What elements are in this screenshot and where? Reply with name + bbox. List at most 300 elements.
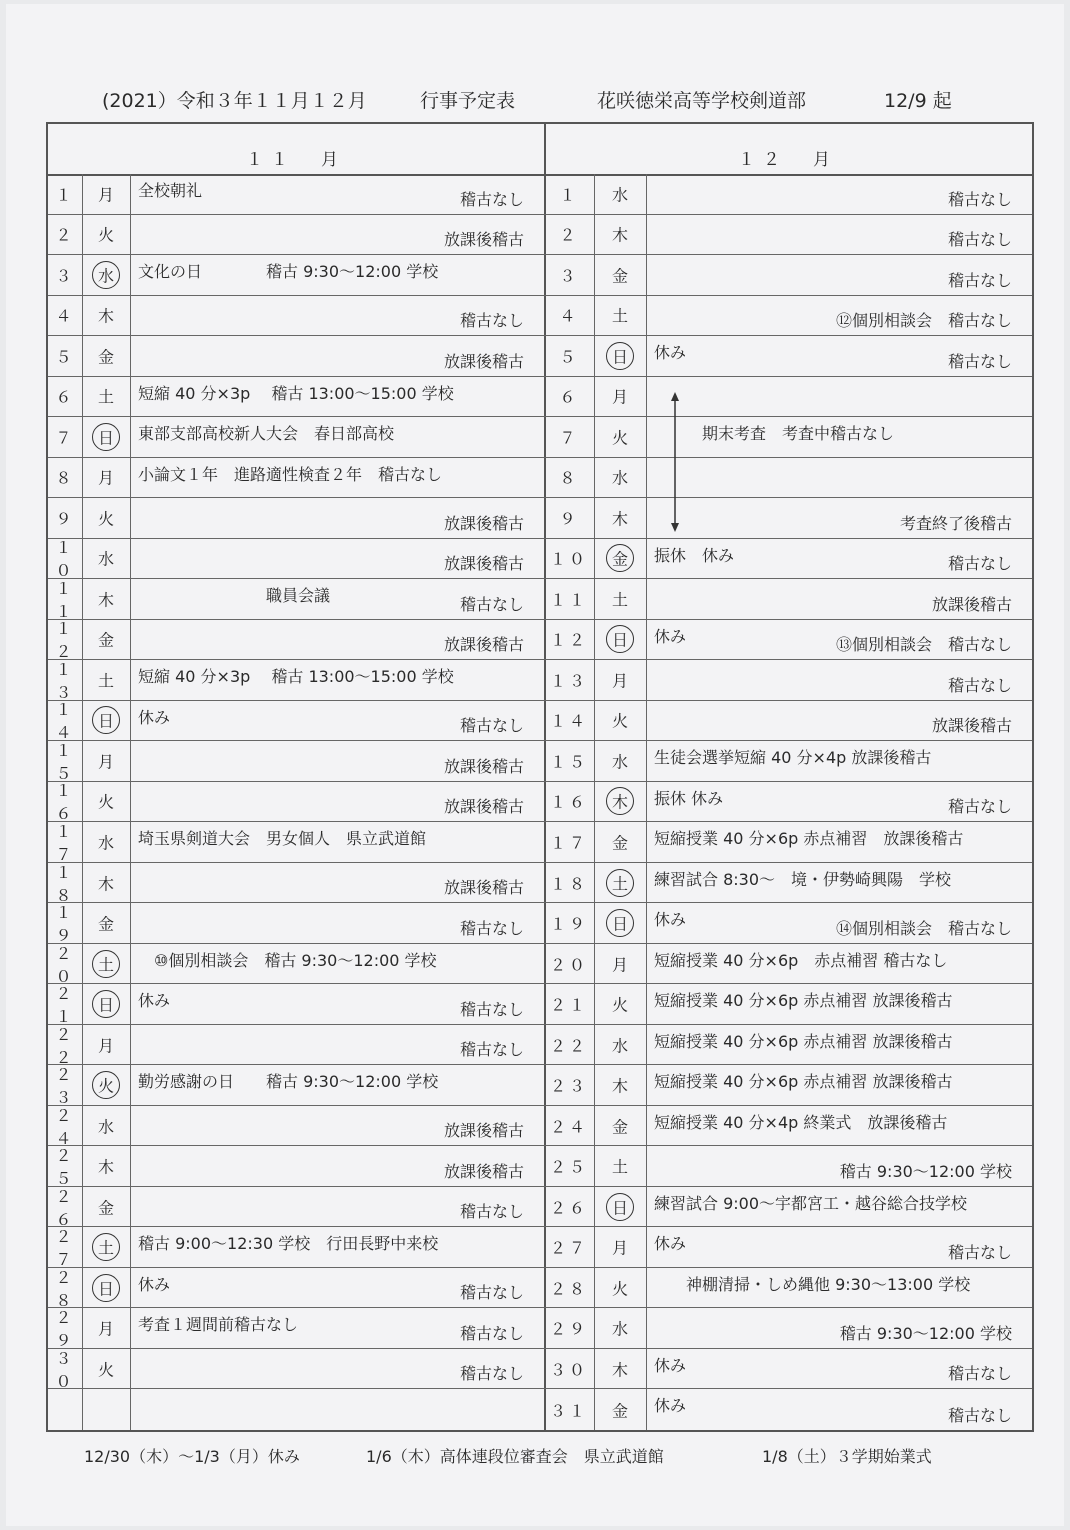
day-cell (544, 1308, 595, 1348)
event-text: 振休 休み (654, 788, 724, 808)
weekday-cell (82, 782, 131, 822)
practice-status: ⑭個別相談会 稽古なし (835, 918, 1012, 938)
day-number: ２３ (549, 1076, 588, 1096)
day-number: １ (559, 185, 579, 205)
weekday-cell (594, 660, 647, 700)
december-row (544, 782, 1032, 823)
weekday-cell (594, 1227, 647, 1267)
event-cell (130, 620, 544, 660)
november-row (48, 336, 544, 377)
practice-status: 稽古なし (947, 270, 1012, 290)
day-number: ２５ (549, 1157, 588, 1177)
weekday-label: 水 (611, 1319, 628, 1339)
weekday-cell (82, 1268, 131, 1308)
practice-status: 稽古なし (459, 311, 524, 331)
day-number: ２２ (549, 1036, 588, 1056)
event-text: 期末考査 考査中稽古なし (654, 424, 895, 444)
day-cell (48, 377, 83, 417)
weekday-label: 金 (611, 1117, 628, 1137)
day-cell (48, 255, 83, 295)
day-number: １０ (549, 549, 588, 569)
day-cell (544, 741, 595, 781)
event-cell (130, 1146, 544, 1186)
day-cell (48, 822, 83, 862)
november-row (48, 944, 544, 985)
weekday-label: 水 (97, 833, 114, 853)
weekday-label: 月 (97, 1036, 114, 1056)
day-cell (544, 1268, 595, 1308)
event-text: 休み (654, 1355, 687, 1375)
weekday-cell (594, 539, 647, 579)
event-text: 休み (654, 1234, 687, 1254)
weekday-cell (82, 1349, 131, 1389)
weekday-label: 月 (611, 955, 628, 975)
weekday-label: 木 (97, 1157, 114, 1177)
day-cell (544, 782, 595, 822)
event-cell (130, 174, 544, 214)
weekday-label: 月 (97, 468, 114, 488)
weekday-cell (594, 215, 647, 255)
weekday-cell (82, 579, 131, 619)
footer-note-exam: 1/6（木）高体連段位審査会 県立武道館 (366, 1447, 664, 1466)
weekday-label: 水 (97, 1117, 114, 1137)
event-cell (130, 336, 544, 376)
day-cell (544, 1025, 595, 1065)
exam-period-arrow-icon (670, 392, 680, 532)
day-cell (544, 296, 595, 336)
day-number: １６ (55, 781, 75, 824)
weekday-cell (82, 417, 131, 457)
december-row (544, 296, 1032, 337)
day-number: ２４ (55, 1105, 75, 1148)
practice-status: ⑬個別相談会 稽古なし (835, 635, 1012, 655)
event-cell (130, 701, 544, 741)
weekday-cell (82, 944, 131, 984)
day-cell (48, 701, 83, 741)
december-row (544, 336, 1032, 377)
day-cell (48, 579, 83, 619)
weekday-label: 金 (97, 347, 114, 367)
november-row (48, 1106, 544, 1147)
day-number: １９ (549, 914, 588, 934)
event-cell (130, 741, 544, 781)
event-text: 埼玉県剣道大会 男女個人 県立武道館 (138, 829, 427, 849)
weekday-cell (82, 336, 131, 376)
day-cell (48, 1268, 83, 1308)
event-cell (646, 1268, 1032, 1308)
event-text: 休み (654, 1396, 687, 1416)
day-number: １１ (55, 578, 75, 621)
weekday-label: 木 (611, 1360, 628, 1380)
header-year: (2021）令和３年１１月１２月 (102, 90, 367, 112)
day-number: １４ (549, 711, 588, 731)
weekday-label: 月 (611, 387, 628, 407)
november-row (48, 174, 544, 215)
day-cell (48, 660, 83, 700)
day-number: ２１ (55, 984, 75, 1027)
weekday-cell (594, 903, 647, 943)
weekday-label: 木 (611, 225, 628, 245)
day-cell (544, 863, 595, 903)
event-cell (130, 215, 544, 255)
event-cell (646, 174, 1032, 214)
december-row (544, 417, 1032, 458)
event-cell (130, 498, 544, 538)
day-number: ８ (55, 468, 75, 488)
event-text: 練習試合 9:00～宇都宮工・越谷総合技学校 (654, 1193, 968, 1213)
event-cell (130, 1389, 544, 1430)
day-cell (544, 903, 595, 943)
weekday-cell (594, 1268, 647, 1308)
day-cell (544, 1227, 595, 1267)
practice-status: 稽古なし (459, 918, 524, 938)
november-column (48, 124, 546, 1430)
weekday-label: 木 (611, 509, 628, 529)
november-row (48, 539, 544, 580)
day-number: １８ (549, 874, 588, 894)
header-school: 花咲徳栄高等学校剣道部 (597, 90, 807, 112)
practice-status: 放課後稽古 (443, 756, 524, 776)
day-number: ５ (559, 347, 579, 367)
december-row (544, 1389, 1032, 1430)
weekday-cell (594, 458, 647, 498)
november-label: １１ 月 (246, 150, 346, 170)
event-cell (130, 1349, 544, 1389)
weekday-cell (594, 984, 647, 1024)
event-cell (130, 579, 544, 619)
december-column (544, 124, 1032, 1430)
day-cell (544, 944, 595, 984)
day-cell (48, 984, 83, 1027)
event-cell (130, 1268, 544, 1308)
day-cell (48, 1146, 83, 1189)
weekday-cell (82, 863, 131, 903)
event-cell (130, 539, 544, 579)
event-cell (646, 1106, 1032, 1146)
december-row (544, 620, 1032, 661)
november-row (48, 782, 544, 823)
weekday-label: 火 (97, 1360, 114, 1380)
practice-status: 稽古なし (459, 1283, 524, 1303)
weekday-label: 木 (97, 874, 114, 894)
event-text: 考査１週間前稽古なし (138, 1315, 299, 1335)
weekday-cell (82, 498, 131, 538)
day-cell (48, 417, 83, 457)
document-header (0, 86, 1070, 116)
december-row (544, 458, 1032, 499)
event-cell (130, 377, 544, 417)
weekday-cell (594, 255, 647, 295)
event-text: 文化の日 稽古 9:30～12:00 学校 (138, 262, 439, 282)
weekday-label: 火 (611, 1279, 628, 1299)
weekday-label: 日 (611, 630, 628, 650)
practice-status: 放課後稽古 (931, 594, 1012, 614)
event-cell (130, 458, 544, 498)
december-row (544, 903, 1032, 944)
day-number: ２０ (549, 955, 588, 975)
day-cell (544, 1065, 595, 1105)
weekday-label: 火 (611, 428, 628, 448)
weekday-label: 金 (611, 833, 628, 853)
weekday-cell (594, 498, 647, 538)
day-number: ２９ (549, 1319, 588, 1339)
day-cell (544, 174, 595, 214)
event-text: 短縮授業 40 分×6p 赤点補習 放課後稽古 (654, 1031, 953, 1051)
weekday-cell (594, 620, 647, 660)
weekday-cell (594, 701, 647, 741)
event-text: 短縮授業 40 分×6p 赤点補習 放課後稽古 (654, 991, 953, 1011)
event-cell (130, 660, 544, 700)
day-number: １２ (549, 630, 588, 650)
day-cell (48, 215, 83, 255)
weekday-label: 月 (97, 752, 114, 772)
day-cell (544, 620, 595, 660)
day-number: ９ (559, 509, 579, 529)
day-number: ８ (559, 468, 579, 488)
weekday-label: 月 (611, 671, 628, 691)
weekday-cell (594, 579, 647, 619)
event-text: 短縮 40 分×3p 稽古 13:00～15:00 学校 (138, 383, 454, 403)
event-cell (646, 782, 1032, 822)
day-number: ２６ (549, 1198, 588, 1218)
november-row (48, 1308, 544, 1349)
december-row (544, 984, 1032, 1025)
day-number: ２９ (55, 1308, 75, 1351)
event-cell (646, 1389, 1032, 1430)
day-cell (48, 1227, 83, 1270)
day-number: ４ (55, 306, 75, 326)
practice-status: 稽古なし (947, 554, 1012, 574)
practice-status: 稽古なし (947, 1405, 1012, 1425)
weekday-cell (594, 174, 647, 214)
weekday-cell (594, 782, 647, 822)
day-cell (48, 1187, 83, 1227)
weekday-label: 日 (611, 914, 628, 934)
day-number: １０ (55, 538, 75, 581)
day-number: ２５ (55, 1146, 75, 1189)
december-row (544, 498, 1032, 539)
footer-note-term: 1/8（土）３学期始業式 (762, 1447, 932, 1466)
day-number: １７ (549, 833, 588, 853)
day-cell (48, 296, 83, 336)
event-cell (130, 822, 544, 862)
weekday-cell (594, 1065, 647, 1105)
day-number: １３ (549, 671, 588, 691)
weekday-label: 日 (611, 347, 628, 367)
practice-status: 稽古なし (459, 1202, 524, 1222)
day-cell (48, 1065, 83, 1108)
event-cell (646, 377, 1032, 417)
day-number: １７ (55, 822, 75, 864)
event-cell (646, 620, 1032, 660)
november-row (48, 863, 544, 904)
day-cell (48, 1389, 83, 1430)
event-text: 短縮 40 分×3p 稽古 13:00～15:00 学校 (138, 667, 454, 687)
event-cell (646, 1227, 1032, 1267)
weekday-cell (594, 1389, 647, 1430)
weekday-label: 金 (611, 266, 628, 286)
weekday-label: 水 (97, 549, 114, 569)
day-number: ２６ (55, 1186, 75, 1229)
practice-status: 稽古なし (947, 351, 1012, 371)
weekday-cell (594, 944, 647, 984)
event-cell (646, 579, 1032, 619)
weekday-cell (82, 539, 131, 579)
weekday-label: 水 (611, 752, 628, 772)
december-row (544, 1146, 1032, 1187)
day-number: ７ (55, 428, 75, 448)
november-row (48, 1349, 544, 1390)
event-text: 稽古 9:00～12:30 学校 行田長野中来校 (138, 1234, 439, 1254)
event-cell (646, 296, 1032, 336)
event-cell (130, 863, 544, 903)
november-row (48, 296, 544, 337)
event-cell (646, 863, 1032, 903)
event-cell (646, 1065, 1032, 1105)
day-cell (544, 1349, 595, 1389)
december-row (544, 215, 1032, 256)
weekday-label: 月 (97, 1319, 114, 1339)
event-text: 休み (654, 626, 687, 646)
weekday-cell (594, 822, 647, 862)
day-number: ２ (55, 225, 75, 245)
day-cell (48, 741, 83, 781)
december-row (544, 741, 1032, 782)
event-cell (130, 1227, 544, 1267)
event-text: 短縮授業 40 分×6p 赤点補習 放課後稽古 (654, 1072, 953, 1092)
event-cell (646, 903, 1032, 943)
day-cell (544, 215, 595, 255)
december-row (544, 863, 1032, 904)
weekday-label: 金 (611, 1401, 628, 1421)
event-text: 生徒会選挙短縮 40 分×4p 放課後稽古 (654, 748, 932, 768)
weekday-cell (82, 741, 131, 781)
event-cell (130, 296, 544, 336)
practice-status: 放課後稽古 (443, 797, 524, 817)
practice-status: 放課後稽古 (443, 1161, 524, 1181)
day-number: ２７ (549, 1238, 588, 1258)
day-number: ２８ (55, 1267, 75, 1310)
practice-status: 稽古なし (459, 1323, 524, 1343)
day-cell (544, 579, 595, 619)
practice-status: 稽古なし (459, 189, 524, 209)
weekday-cell (594, 741, 647, 781)
weekday-label: 木 (97, 590, 114, 610)
day-number: ２３ (55, 1065, 75, 1108)
event-cell (130, 944, 544, 984)
weekday-cell (82, 1308, 131, 1348)
december-row (544, 1106, 1032, 1147)
december-row (544, 1227, 1032, 1268)
december-header (544, 124, 1032, 176)
day-number: ３０ (549, 1360, 588, 1380)
event-cell (646, 1025, 1032, 1065)
event-cell (130, 1065, 544, 1105)
event-cell (130, 984, 544, 1024)
november-row (48, 822, 544, 863)
weekday-cell (82, 903, 131, 943)
event-cell (646, 458, 1032, 498)
day-number: １ (55, 185, 75, 205)
practice-status: 稽古なし (947, 1242, 1012, 1262)
day-number: ４ (559, 306, 579, 326)
november-row (48, 701, 544, 742)
weekday-label: 土 (97, 387, 114, 407)
day-cell (48, 782, 83, 822)
november-row (48, 255, 544, 296)
practice-status: 放課後稽古 (443, 230, 524, 250)
day-cell (544, 498, 595, 538)
day-cell (48, 1349, 83, 1389)
practice-status: 放課後稽古 (443, 1121, 524, 1141)
day-cell (544, 1187, 595, 1227)
november-row (48, 741, 544, 782)
weekday-label: 土 (97, 1238, 114, 1258)
day-number: ３ (55, 266, 75, 286)
event-cell (646, 741, 1032, 781)
weekday-cell (594, 377, 647, 417)
header-title: 行事予定表 (420, 90, 516, 112)
event-text: 短縮授業 40 分×6p 赤点補習 放課後稽古 (654, 829, 964, 849)
day-number: ９ (55, 509, 75, 529)
day-cell (48, 539, 83, 579)
december-row (544, 255, 1032, 296)
december-row (544, 1025, 1032, 1066)
event-cell (646, 539, 1032, 579)
event-cell (646, 255, 1032, 295)
weekday-label: 火 (97, 1076, 114, 1096)
event-cell (646, 1349, 1032, 1389)
event-cell (646, 215, 1032, 255)
day-number: １５ (549, 752, 588, 772)
practice-status: 稽古 9:30～12:00 学校 (839, 1323, 1012, 1343)
practice-status: 稽古なし (947, 1364, 1012, 1384)
event-cell (646, 822, 1032, 862)
event-text: ⑩個別相談会 稽古 9:30～12:00 学校 (138, 950, 437, 970)
day-cell (48, 620, 83, 660)
weekday-label: 日 (97, 428, 114, 448)
weekday-cell (594, 1106, 647, 1146)
day-number: １４ (55, 700, 75, 743)
schedule-table (46, 122, 1034, 1432)
weekday-label: 土 (611, 306, 628, 326)
december-row (544, 1187, 1032, 1228)
event-cell (130, 1187, 544, 1227)
december-row (544, 701, 1032, 742)
weekday-label: 木 (611, 792, 628, 812)
day-number: ３１ (549, 1401, 588, 1421)
event-cell (646, 417, 1032, 457)
weekday-cell (82, 1389, 131, 1430)
practice-status: 放課後稽古 (443, 635, 524, 655)
weekday-label: 日 (97, 995, 114, 1015)
weekday-cell (594, 863, 647, 903)
day-number: ２４ (549, 1117, 588, 1137)
december-row (544, 660, 1032, 701)
practice-status: 稽古なし (459, 594, 524, 614)
event-text: 短縮授業 40 分×6p 赤点補習 稽古なし (654, 950, 948, 970)
event-text: 全校朝礼 (138, 181, 203, 200)
event-cell (646, 1187, 1032, 1227)
november-row (48, 579, 544, 620)
day-number: ３ (559, 266, 579, 286)
december-row (544, 579, 1032, 620)
weekday-label: 水 (611, 185, 628, 205)
weekday-cell (82, 1106, 131, 1146)
event-text: 休み (138, 991, 171, 1011)
event-text: 短縮授業 40 分×4p 終業式 放課後稽古 (654, 1112, 948, 1132)
weekday-cell (82, 701, 131, 741)
